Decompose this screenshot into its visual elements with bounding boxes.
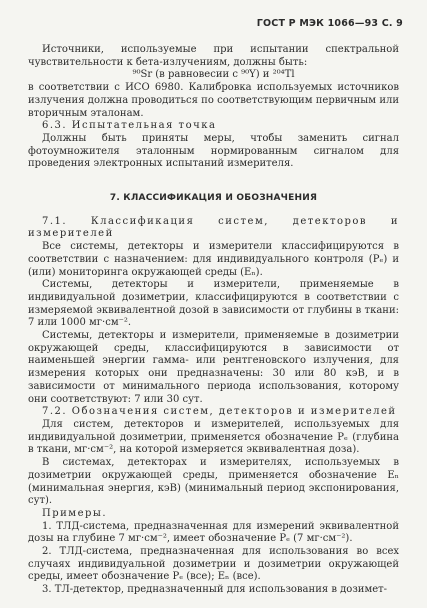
paragraph-beta-sources: Источники, используемые при испытании спектральной чувствительности к бета-излучениям, должны быть:: [28, 44, 399, 68]
subsection-heading-7-2: 7.2. Обозначения систем, детекторов и измерителей: [42, 406, 397, 418]
subsection-heading-6-3: 6.3. Испытательная точка: [42, 120, 217, 132]
paragraph-test-point: Должны быть приняты меры, чтобы заменить сигнал фотоумножителя эталонным нормированным сигналом для проведения электронных испытаний измерителя.: [28, 132, 399, 170]
subsection-heading-7-1: 7.1. Классификация систем, детекторов и измерителей: [28, 215, 399, 240]
paragraph-designation-individual: Для систем, детекторов и измерителей, используемых для индивидуальной дозиметрии, применяется обозначение Pₑ (глубина в ткани, мг·см⁻², на которой измеряется эквивалентная доза).: [28, 418, 399, 456]
paragraph-individual-dosimetry: Системы, детекторы и измерители, применяемые в индивидуальной дозиметрии, классифицируются в соответствии с измеряемой эквивалентной дозой в зависимости от глубины в ткани: 7 или 1000 мг·см⁻².: [28, 279, 399, 329]
examples-heading: Примеры.: [42, 507, 108, 519]
example-3: 3. ТЛ-детектор, предназначенный для использования в дозимет-: [42, 584, 388, 596]
section-heading-7: 7. КЛАССИФИКАЦИЯ И ОБОЗНАЧЕНИЯ: [109, 193, 318, 204]
paragraph-classification: Все системы, детекторы и измерители классифицируются в соответствии с назначением: для индивидуального контроля (Pₑ) и (или) мониторинга окружающей среды (Eₙ).: [28, 241, 399, 278]
example-1: 1. ТЛД-система, предназначенная для измерений эквивалентной дозы на глубине 7 мг·см⁻², имеет обозначение Pₑ (7 мг·см⁻²).: [28, 520, 399, 545]
example-2: 2. ТЛД-система, предназначенная для использования во всех случаях индивидуальной дозиметрии и дозиметрии окружающей среды, имеет обозначение Pₑ (все); Eₙ (все).: [28, 546, 399, 583]
page-header: ГОСТ Р МЭК 1066—93 С. 9: [256, 18, 403, 29]
paragraph-environment-dosimetry: Системы, детекторы и измерители, применяемые в дозиметрии окружающей среды, классифицируются в зависимости от наименьшей энергии гамма- или рентгеновского излучения, для измерения которых они предназначены: 30 или 80 кэВ, и в зависимости от минимального периода использования, которому они соответствуют: 7 или 30 сут.: [28, 330, 399, 405]
paragraph-designation-environment: В системах, детекторах и измерителях, используемых в дозиметрии окружающей среды, применяется обозначение Eₙ (минимальная энергия, кэВ) (минимальный период экспонирования, сут).: [28, 457, 399, 507]
paragraph-calibration: в соответствии с ИСО 6980. Калибровка используемых источников излучения должна проводиться по соответствующим первичным или вторичным эталонам.: [28, 82, 399, 119]
page-body: [28, 44, 399, 597]
isotope-formula: ⁹⁰Sr (в равновесии с ⁹⁰Y) и ²⁰⁴Tl: [132, 69, 295, 81]
